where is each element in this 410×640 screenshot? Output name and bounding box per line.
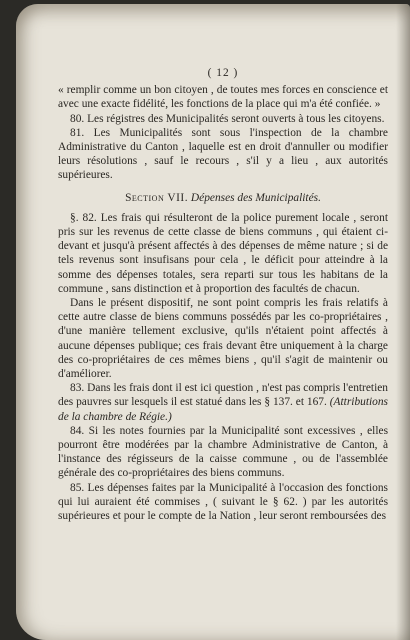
article-83 — [58, 381, 388, 424]
oath-quote: « remplir comme un bon citoyen , de toutes mes forces en conscience et avec une exacte fidélité, les fonctions de la place qui m'a été confiée. » — [58, 84, 388, 111]
article-85: 85. Les dépenses faites par la Municipalité à l'occasion des fonctions qui lui auraient été commises , ( suivant le § 62. ) par les autorités supérieures et pour le compte de la Nation , leur seront remboursées des — [58, 481, 388, 523]
bleed-through-text — [166, 12, 406, 52]
section-title: Dépenses des Municipalités. — [190, 191, 321, 204]
article-81: 81. Les Municipalités sont sous l'inspection de la chambre Administrative du Canton , laquelle est en droit d'annuller ou modifier leurs résolutions , sauf le recours , s'il y a lieu , aux autorités supérieures. — [58, 126, 388, 182]
page-text — [58, 66, 388, 523]
article-83-reference: (Attributions de la chambre de Régie.) — [58, 396, 388, 423]
article-80: 80. Les régistres des Municipalités seront ouverts à tous les citoyens. — [70, 112, 385, 125]
section-heading — [58, 191, 388, 205]
article-83-text: 83. Dans les frais dont il est ici question , n'est pas compris l'entretien des pauvres sur lesquels il est statué dans les § 137. et 167. — [58, 382, 388, 409]
article-82: §. 82. Les frais qui résulteront de la police purement locale , seront pris sur les revenus de cette classe de biens communs , qui étaient ci-devant et jusqu'à présent affectés à des dépenses de même nature ; si de tels revenus sont insufisans pour cela , le déficit pour atteindre à la somme des dépenses totales, sera reparti sur tous les habitans de la commune , sans distinction et à proportion des facultés de chacun. — [58, 211, 388, 295]
page-number: ( 12 ) — [207, 67, 239, 79]
book-page — [16, 4, 410, 640]
article-84: 84. Si les notes fournies par la Municipalité sont excessives , elles pourront être modérées par la chambre Administrative de Canton, à l'instance des régisseurs de la caisse commune , ou de l'assemblée générale des co-propriétaires des biens communs. — [58, 424, 388, 480]
article-82-continued: Dans le présent dispositif, ne sont point compris les frais relatifs à cette autre classe de biens communs possédés par les co-propriétaires , d'une manière tellement exclusive, qu'ils n'étaient point affectés à aucune dépenses publique; ces frais devant être uniquement à la charge des co-propriétaires de ces mêmes biens , qu'il s'agit de maintenir ou d'améliorer. — [58, 297, 388, 381]
section-label: Section VII. — [125, 191, 189, 204]
